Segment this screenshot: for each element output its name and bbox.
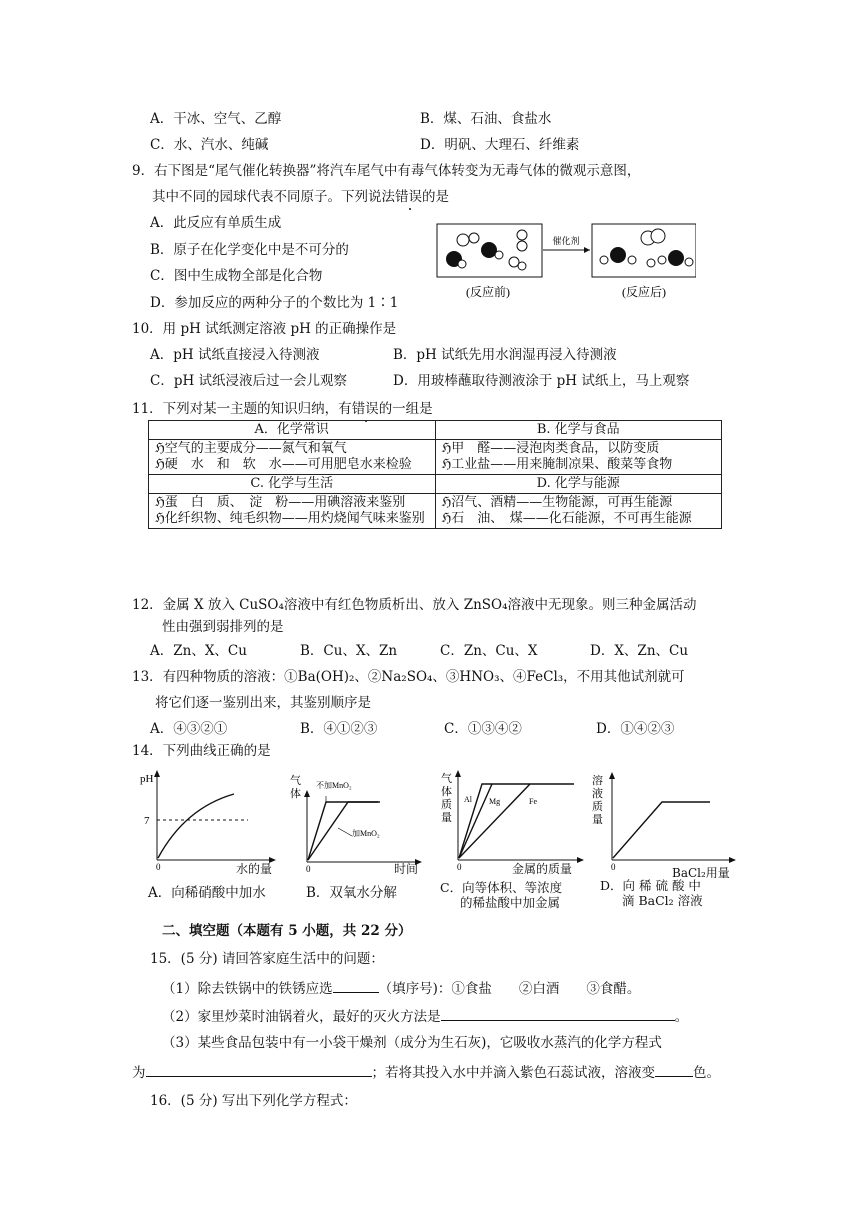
svg-text:不加MnO₂: 不加MnO₂ bbox=[316, 781, 352, 790]
graph-c-metals bbox=[440, 768, 586, 872]
q15-part3-line2: 为 ；若将其投入水中并滴入紫色石蕊试液，溶液变 色。 bbox=[132, 1062, 720, 1082]
svg-text:Fe: Fe bbox=[529, 797, 537, 806]
cell-a-body: ℌ空气的主要成分——氮气和氧气 ℌ硬 水 和 软 水——可用肥皂水来检验 bbox=[149, 440, 436, 475]
q15-blank-2[interactable] bbox=[441, 1006, 675, 1021]
graph-a-xlabel: 水的量 bbox=[236, 862, 273, 876]
q12-option-b: B．Cu、X、Zn bbox=[300, 643, 398, 659]
cell-a-title: A．化学常识 bbox=[149, 421, 436, 440]
svg-text:气: 气 bbox=[441, 773, 452, 785]
q8-option-d: D．明矾、大理石、纤维素 bbox=[420, 137, 580, 153]
graph-d-bacl2 bbox=[590, 766, 740, 872]
svg-text:液: 液 bbox=[592, 788, 603, 800]
q9-option-b: B．原子在化学变化中是不可分的 bbox=[150, 242, 349, 258]
cell-c-body: ℌ蛋 白 质、 淀 粉——用碘溶液来鉴别 ℌ化纤织物、纯毛织物——用灼烧闻气味来鉴别 bbox=[149, 494, 436, 529]
q10-option-d: D．用玻棒蘸取待测液涂于 pH 试纸上，马上观察 bbox=[393, 373, 690, 389]
svg-text:Mg: Mg bbox=[489, 797, 501, 806]
q10-stem: 10．用 pH 试纸测定溶液 pH 的正确操作是 bbox=[132, 321, 397, 337]
q12-option-c: C．Zn、Cu、X bbox=[440, 643, 538, 659]
q11-knowledge-table bbox=[148, 420, 722, 529]
q8-option-c: C．水、汽水、纯碱 bbox=[150, 137, 269, 153]
q10-option-a: A．pH 试纸直接浸入待测液 bbox=[150, 347, 320, 363]
svg-text:0: 0 bbox=[457, 862, 462, 872]
q15-blank-4[interactable] bbox=[655, 1062, 693, 1077]
q9-option-d: D．参加反应的两种分子的个数比为 1∶1 bbox=[150, 295, 399, 311]
q15-blank-1[interactable] bbox=[333, 978, 379, 993]
q9-stem-line1: 9．右下图是“尾气催化转换器”将汽车尾气中有毒气体转变为无毒气体的微观示意图， bbox=[132, 163, 641, 179]
graph-a-ph bbox=[140, 768, 280, 872]
q13-option-b: B．④①②③ bbox=[300, 721, 378, 737]
svg-text:溶: 溶 bbox=[592, 775, 603, 787]
graph-d-xlabel: BaCl₂用量 bbox=[672, 866, 730, 880]
q14-stem: 14．下列曲线正确的是 bbox=[132, 743, 271, 759]
svg-text:0: 0 bbox=[611, 862, 616, 872]
catalytic-converter-diagram bbox=[436, 222, 696, 304]
graph-b-xlabel: 时间 bbox=[394, 862, 419, 876]
q15-part3-line1: （3）某些食品包装中有一小袋干燥剂（成分为生石灰)，它吸收水蒸汽的化学方程式 bbox=[162, 1035, 662, 1051]
graph-c-xlabel: 金属的质量 bbox=[512, 862, 573, 876]
cell-b-title: B. 化学与食品 bbox=[435, 421, 722, 440]
graph-c-caption: C．向等体积、等浓度 的稀盐酸中加金属 bbox=[440, 880, 563, 910]
q15-part1: （1）除去铁锅中的铁锈应选 （填序号)：①食盐 ②白酒 ③食醋。 bbox=[162, 978, 640, 998]
q11-stem: 11．下列对某一主题的知识归纳，有错误的一组是 bbox=[132, 401, 433, 417]
svg-text:加MnO₂: 加MnO₂ bbox=[352, 829, 380, 838]
q13-option-a: A．④③②① bbox=[150, 721, 228, 737]
q9-option-a: A．此反应有单质生成 bbox=[150, 215, 282, 231]
q12-stem-line2: 性由强到弱排列的是 bbox=[162, 619, 284, 635]
q8-option-b: B．煤、石油、食盐水 bbox=[420, 111, 552, 127]
catalyst-label: 催化剂 bbox=[552, 236, 580, 246]
q12-option-a: A．Zn、X、Cu bbox=[150, 643, 247, 659]
q15-part2: （2）家里炒菜时油锅着火，最好的灭火方法是 。 bbox=[162, 1006, 688, 1026]
q15-stem: 15．(5 分) 请回答家庭生活中的问题： bbox=[150, 951, 384, 967]
q9-stem-line2: 其中不同的园球代表不同原子。下列说法错误的是 bbox=[152, 189, 449, 205]
graph-b-caption: B．双氧水分解 bbox=[306, 885, 397, 901]
graph-d-caption: D．向 稀 硫 酸 中 滴 BaCl₂ 溶液 bbox=[600, 878, 703, 908]
q13-stem-line1: 13．有四种物质的溶液：①Ba(OH)₂、②Na₂SO₄、③HNO₃、④FeCl₃，不用其他试剂就可 bbox=[132, 669, 685, 685]
svg-text:质: 质 bbox=[592, 801, 603, 813]
cell-c-title: C. 化学与生活 bbox=[149, 475, 436, 494]
q13-stem-line2: 将它们逐一鉴别出来，其鉴别顺序是 bbox=[155, 695, 371, 711]
svg-text:7: 7 bbox=[144, 815, 150, 827]
svg-text:质: 质 bbox=[441, 799, 452, 811]
after-label: (反应后) bbox=[622, 285, 666, 299]
q15-blank-3[interactable] bbox=[146, 1062, 372, 1077]
cell-b-body: ℌ甲 醛——浸泡肉类食品，以防变质 ℌ工业盐——用来腌制凉果、酸菜等食物 bbox=[435, 440, 722, 475]
q10-option-c: C．pH 试纸浸液后过一会儿观察 bbox=[150, 373, 348, 389]
q13-option-c: C．①③④② bbox=[444, 721, 522, 737]
svg-text:体: 体 bbox=[441, 786, 452, 798]
svg-text:量: 量 bbox=[592, 814, 603, 826]
q10-option-b: B．pH 试纸先用水润湿再浸入待测液 bbox=[393, 347, 617, 363]
q13-option-d: D．①④②③ bbox=[596, 721, 675, 737]
q8-option-a: A．干冰、空气、乙醇 bbox=[150, 111, 282, 127]
q12-stem-line1: 12．金属 X 放入 CuSO₄溶液中有红色物质析出、放入 ZnSO₄溶液中无现象。则三种金属活动 bbox=[132, 597, 697, 613]
svg-text:体: 体 bbox=[290, 788, 301, 800]
svg-text:0: 0 bbox=[306, 864, 311, 872]
svg-text:Al: Al bbox=[464, 795, 472, 804]
svg-text:pH: pH bbox=[140, 773, 154, 785]
section-2-heading: 二、填空题（本题有 5 小题，共 22 分） bbox=[162, 923, 412, 939]
graph-b-h2o2 bbox=[288, 770, 424, 872]
q9-option-c: C．图中生成物全部是化合物 bbox=[150, 268, 323, 284]
graph-a-caption: A．向稀硝酸中加水 bbox=[148, 885, 266, 901]
svg-text:气: 气 bbox=[290, 775, 301, 787]
svg-text:量: 量 bbox=[441, 812, 452, 824]
q12-option-d: D．X、Zn、Cu bbox=[590, 643, 689, 659]
cell-d-body: ℌ沼气、酒精——生物能源，可再生能源 ℌ石 油、 煤——化石能源，不可再生能源 bbox=[435, 494, 722, 529]
svg-text:0: 0 bbox=[156, 862, 161, 872]
cell-d-title: D. 化学与能源 bbox=[435, 475, 722, 494]
before-label: (反应前) bbox=[466, 285, 510, 299]
q16-stem: 16．(5 分) 写出下列化学方程式： bbox=[150, 1093, 357, 1109]
